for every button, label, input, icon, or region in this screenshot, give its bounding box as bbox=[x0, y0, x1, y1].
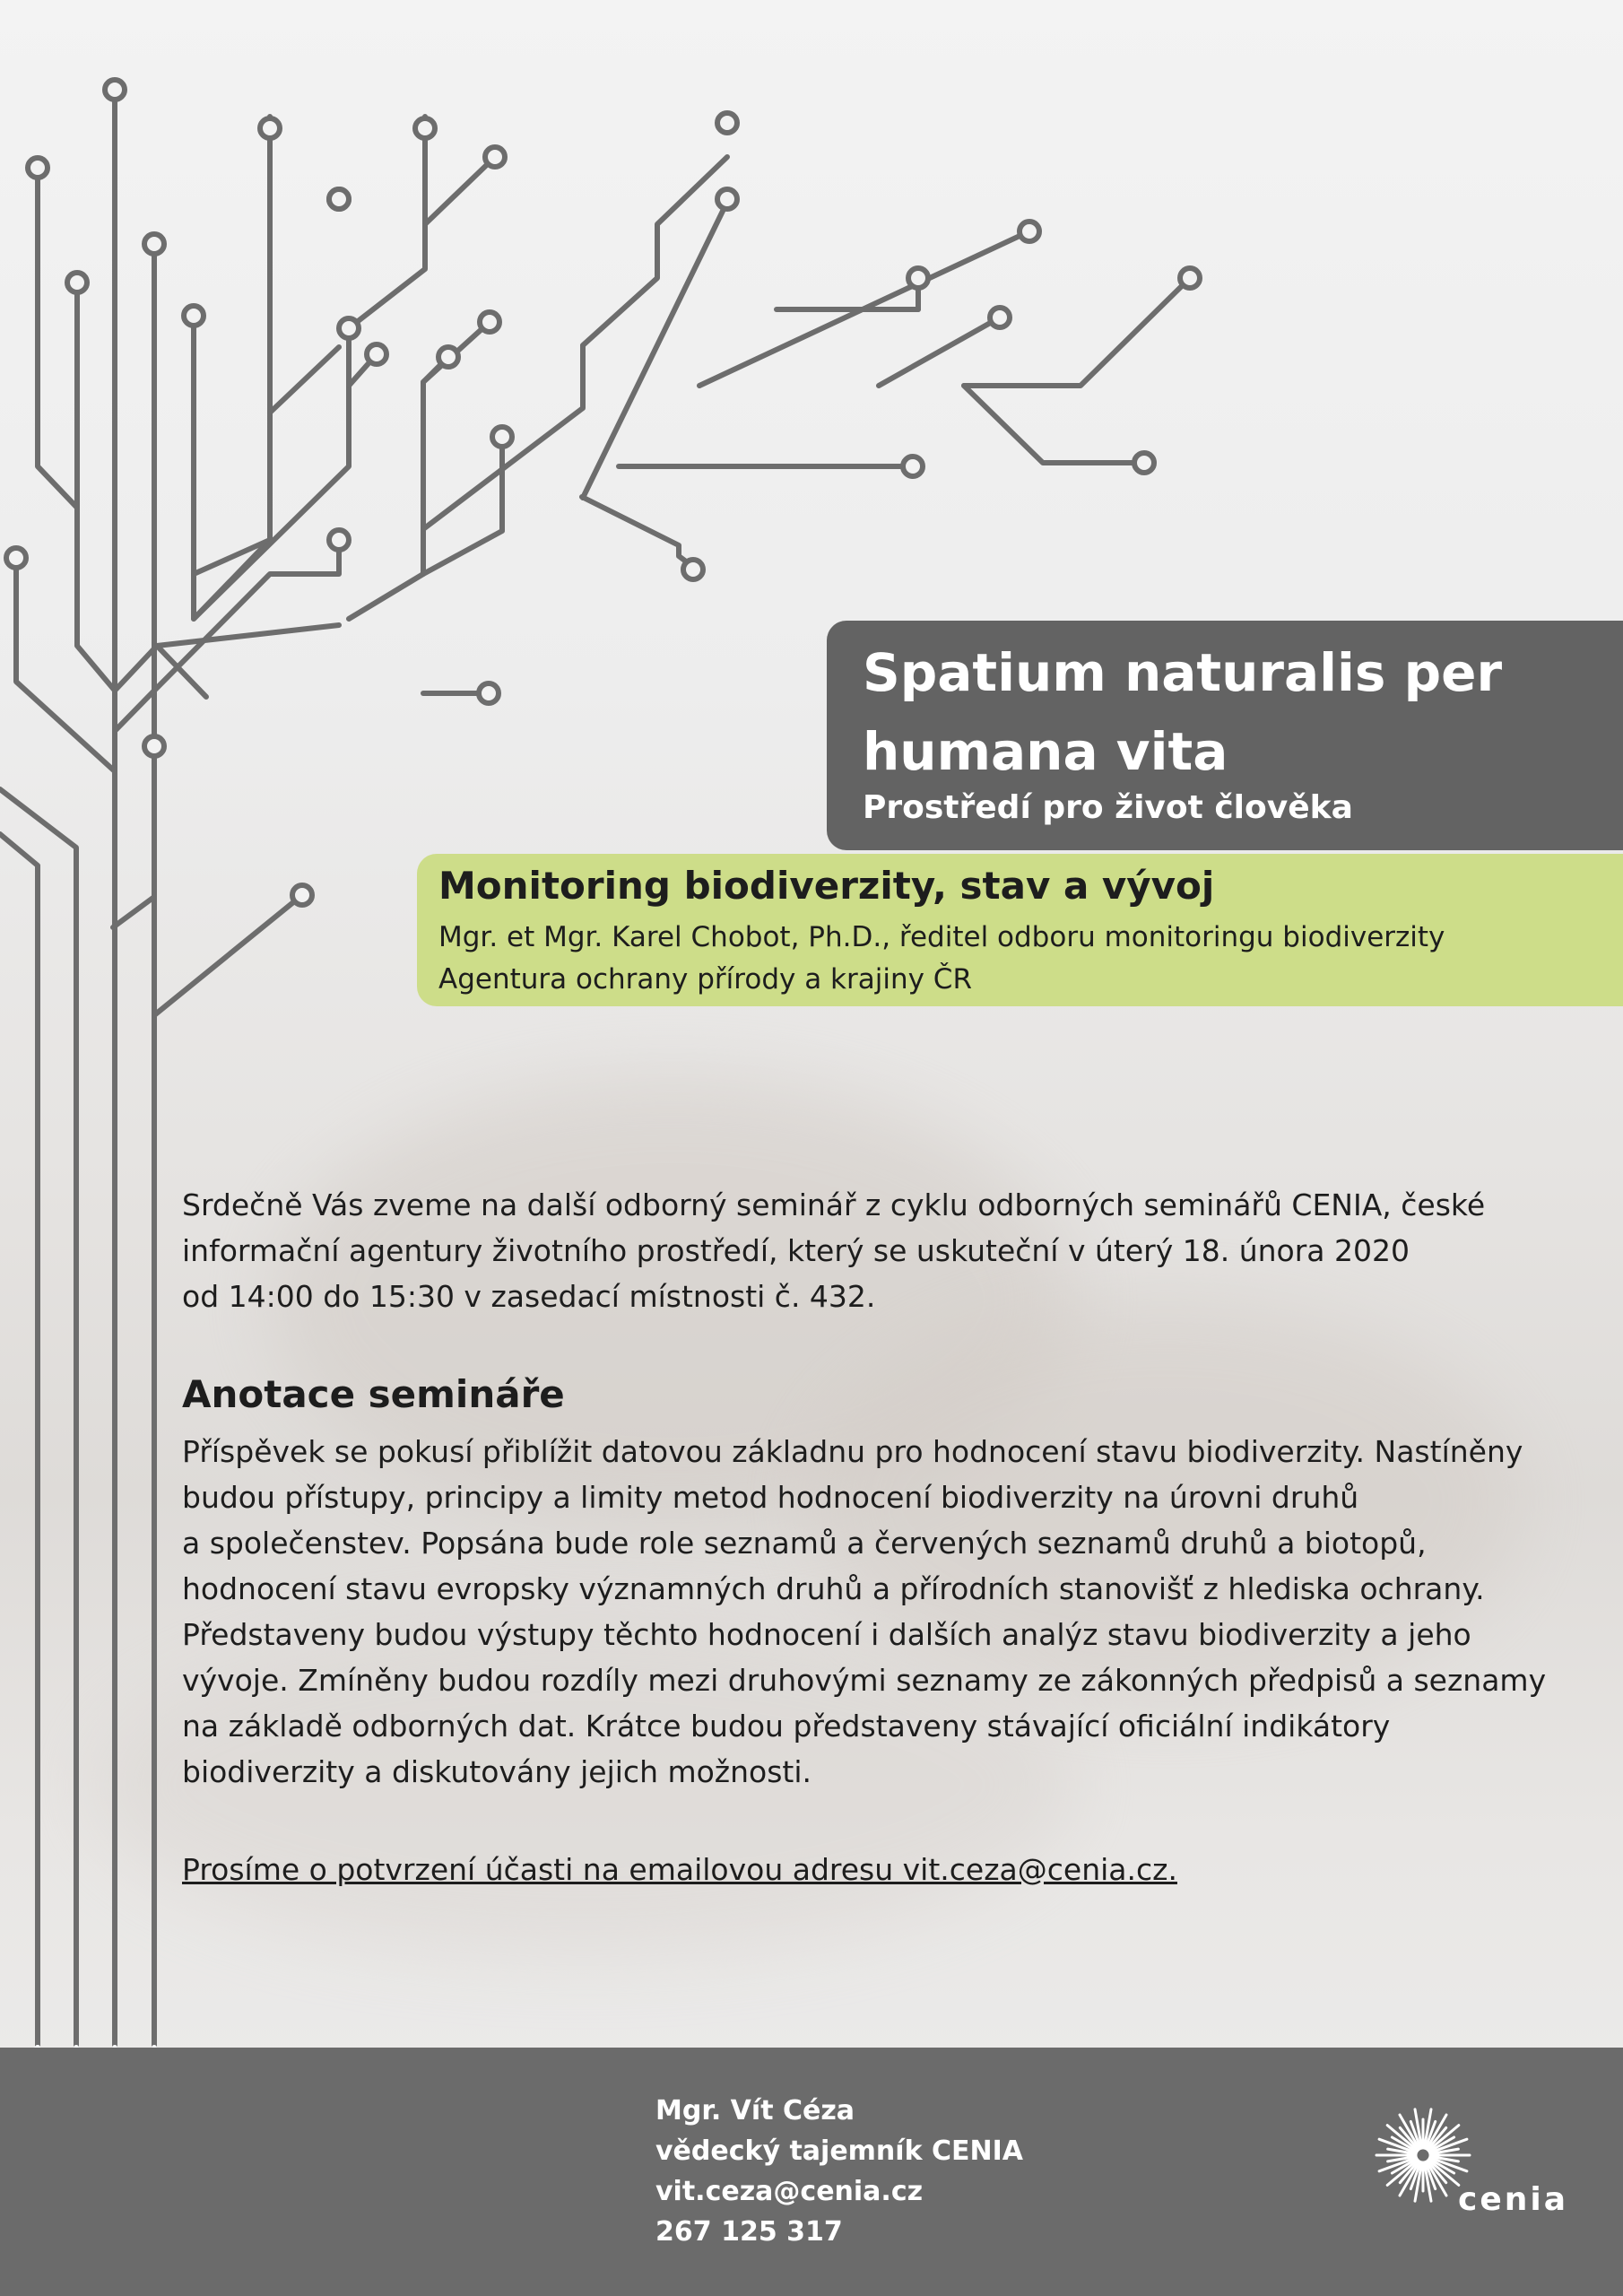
annotation-line: hodnocení stavu evropsky významných druhů a přírodních stanovišť z hlediska ochrany. bbox=[182, 1571, 1485, 1606]
circuit-branch bbox=[425, 157, 495, 224]
circuit-node bbox=[105, 80, 125, 100]
topic-box bbox=[417, 854, 1623, 1006]
title-box bbox=[827, 621, 1623, 850]
circuit-branch bbox=[582, 497, 693, 567]
contact-phone: 267 125 317 bbox=[655, 2216, 843, 2248]
intro-line: od 14:00 do 15:30 v zasedací místnosti č. 432. bbox=[182, 1279, 876, 1314]
circuit-node bbox=[485, 147, 505, 167]
intro-paragraph bbox=[182, 1182, 1485, 1319]
circuit-node bbox=[492, 427, 512, 447]
circuit-branch bbox=[154, 843, 302, 1015]
circuit-branch bbox=[38, 168, 76, 507]
circuit-node bbox=[717, 113, 737, 133]
rsvp-link[interactable]: Prosíme o potvrzení účasti na emailovou adresu vit.ceza@cenia.cz. bbox=[182, 1852, 1177, 1887]
circuit-node bbox=[28, 158, 48, 178]
seminar-title: Monitoring biodiverzity, stav a vývoj bbox=[438, 864, 1215, 908]
circuit-node bbox=[339, 318, 359, 338]
circuit-branch bbox=[964, 386, 1144, 463]
circuit-branch bbox=[77, 283, 115, 691]
circuit-node bbox=[329, 189, 349, 209]
contact-role: vědecký tajemník CENIA bbox=[655, 2135, 1023, 2167]
contact-email[interactable]: vit.ceza@cenia.cz bbox=[655, 2176, 924, 2207]
circuit-branch bbox=[879, 317, 1000, 386]
circuit-node bbox=[260, 118, 280, 138]
intro-line: Srdečně Vás zveme na další odborný seminář z cyklu odborných seminářů CENIA, české bbox=[182, 1187, 1486, 1222]
annotation-line: Příspěvek se pokusí přiblížit datovou základnu pro hodnocení stavu biodiverzity. Nastíněny bbox=[182, 1434, 1523, 1469]
contact-name: Mgr. Vít Céza bbox=[655, 2095, 855, 2126]
circuit-node bbox=[184, 306, 204, 326]
circuit-node bbox=[908, 268, 928, 288]
annotation-line: budou přístupy, principy a limity metod hodnocení biodiverzity na úrovni druhů bbox=[182, 1480, 1359, 1515]
circuit-node bbox=[480, 312, 499, 332]
circuit-node bbox=[6, 548, 26, 568]
circuit-node bbox=[990, 308, 1010, 327]
circuit-branch bbox=[423, 437, 502, 574]
circuit-node bbox=[479, 683, 499, 703]
circuit-node bbox=[415, 118, 435, 138]
circuit-node bbox=[329, 530, 349, 550]
circuit-branch bbox=[194, 316, 270, 619]
circuit-branch bbox=[0, 834, 38, 2048]
circuit-branch bbox=[157, 646, 206, 697]
logo-text: cenia bbox=[1458, 2181, 1569, 2218]
organization: Agentura ochrany přírody a krajiny ČR bbox=[438, 963, 972, 996]
circuit-node bbox=[438, 347, 458, 367]
intro-line: informační agentury životního prostředí, který se uskuteční v úterý 18. února 2020 bbox=[182, 1233, 1410, 1268]
circuit-branch bbox=[349, 357, 448, 619]
circuit-branch bbox=[113, 897, 154, 927]
circuit-node bbox=[1134, 453, 1154, 473]
title-line: Spatium naturalis per bbox=[863, 642, 1503, 703]
annotation-line: vývoje. Zmíněny budou rozdíly mezi druhovými seznamy ze zákonných předpisů a seznamy bbox=[182, 1663, 1547, 1698]
annotation-heading: Anotace semináře bbox=[182, 1372, 565, 1416]
circuit-node bbox=[67, 273, 87, 292]
annotation-line: na základě odborných dat. Krátce budou představeny stávající oficiální indikátory bbox=[182, 1709, 1391, 1744]
circuit-branch bbox=[194, 117, 425, 619]
annotation-line: Představeny budou výstupy těchto hodnocení i dalších analýz stavu biodiverzity a jeho bbox=[182, 1617, 1471, 1652]
title-line: humana vita bbox=[863, 721, 1228, 782]
circuit-node bbox=[717, 189, 737, 209]
annotation-line: biodiverzity a diskutovány jejich možnosti. bbox=[182, 1754, 812, 1789]
circuit-node bbox=[1020, 222, 1039, 241]
circuit-node bbox=[367, 344, 386, 364]
circuit-node bbox=[292, 885, 312, 905]
circuit-branch bbox=[16, 558, 115, 771]
circuit-node bbox=[903, 457, 923, 476]
subtitle: Prostředí pro život člověka bbox=[863, 789, 1353, 826]
annotation-line: a společenstev. Popsána bude role seznamů a červených seznamů druhů a biotopů, bbox=[182, 1526, 1427, 1561]
circuit-node bbox=[144, 234, 164, 254]
circuit-node bbox=[683, 560, 703, 579]
circuit-branch bbox=[964, 278, 1190, 386]
contact-block bbox=[655, 2091, 1023, 2252]
circuit-node bbox=[1180, 268, 1200, 288]
circuit-node bbox=[144, 736, 164, 756]
annotation-paragraph bbox=[182, 1429, 1546, 1795]
speaker: Mgr. et Mgr. Karel Chobot, Ph.D., ředitel odboru monitoringu biodiverzity bbox=[438, 921, 1445, 953]
circuit-branch bbox=[270, 347, 339, 413]
circuit-branch bbox=[115, 625, 339, 691]
